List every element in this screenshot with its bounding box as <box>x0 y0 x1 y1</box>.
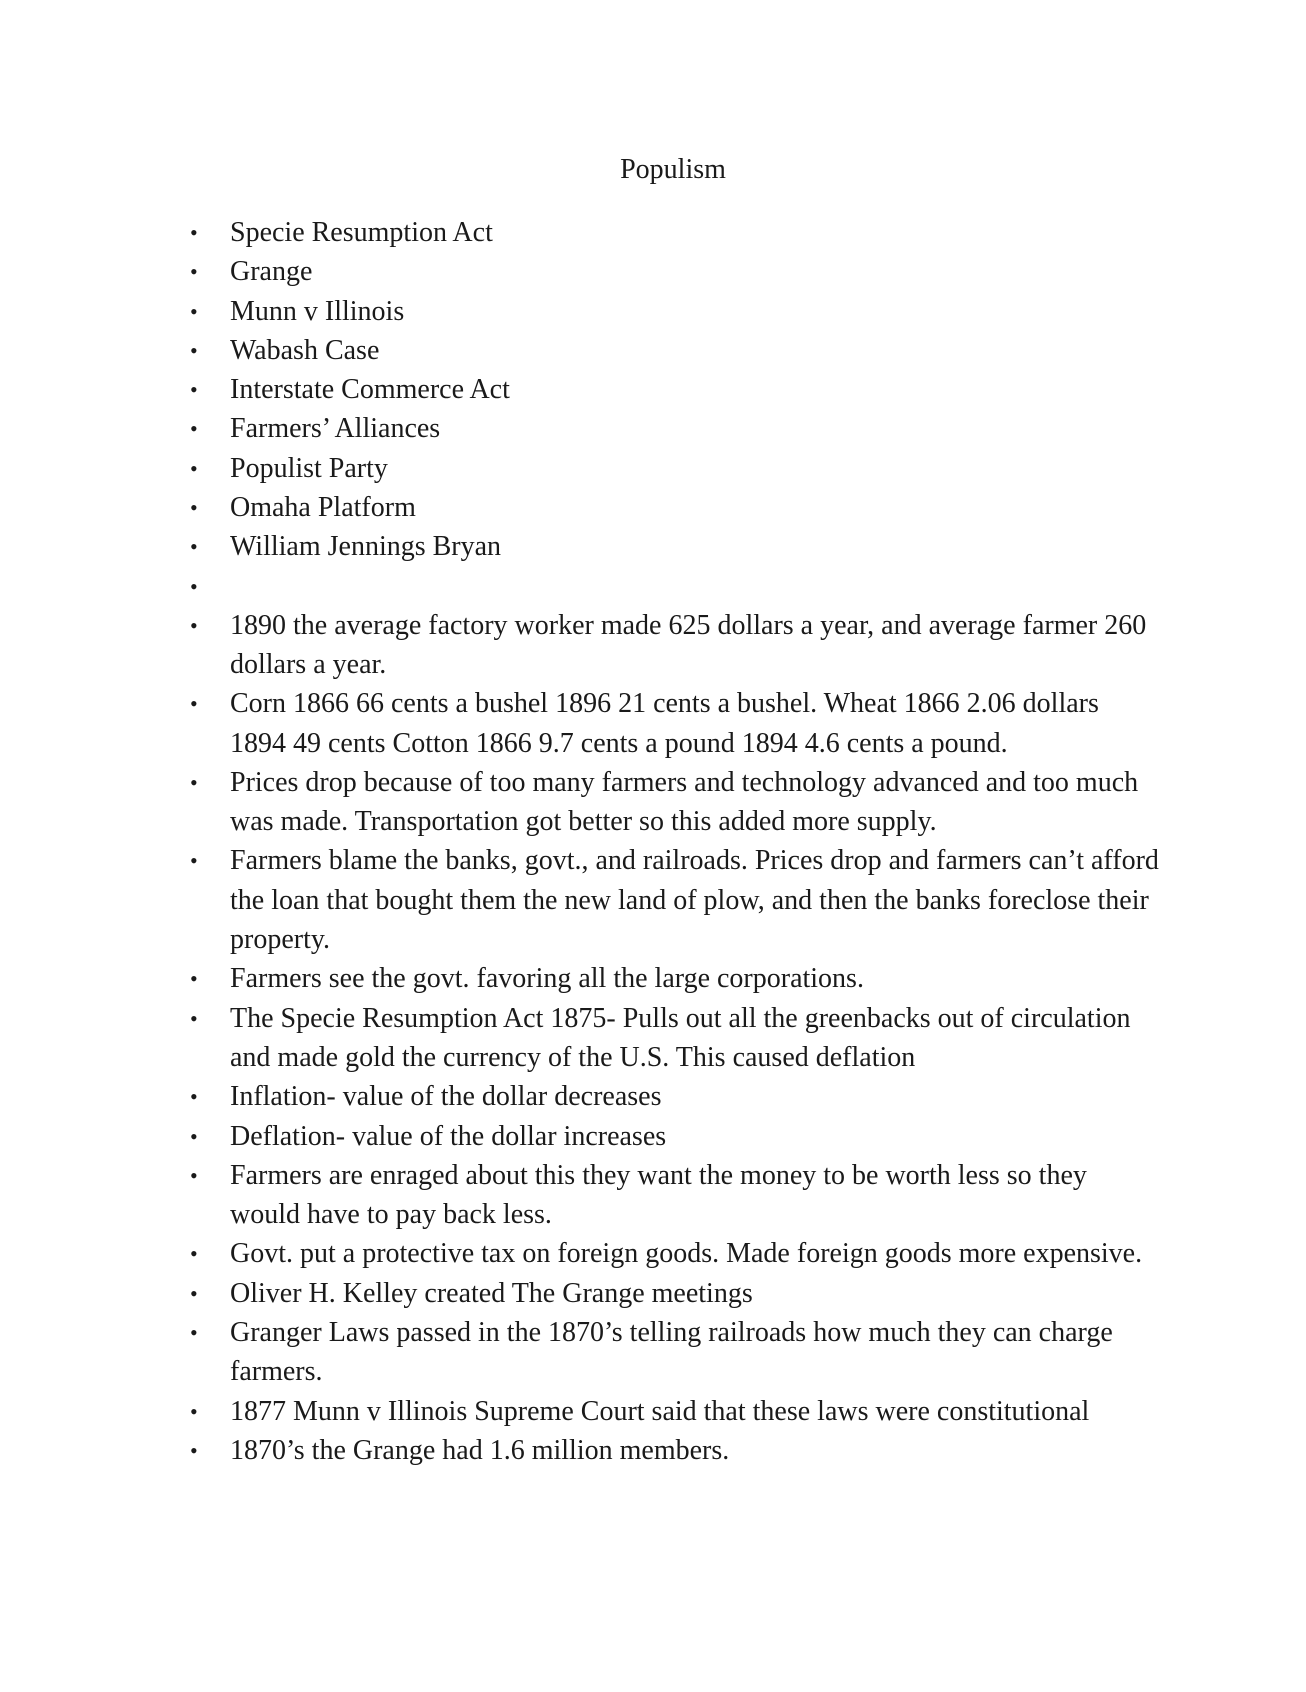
list-item-text: Granger Laws passed in the 1870’s telling railroads how much they can charge farmers. <box>230 1317 1113 1388</box>
list-item-text: Deflation- value of the dollar increases <box>230 1120 667 1152</box>
list-item-text: Omaha Platform <box>230 492 416 524</box>
list-item <box>190 1234 1160 1273</box>
list-item <box>190 1117 1160 1156</box>
list-item <box>190 959 1160 998</box>
bullet-icon: • <box>190 1084 198 1110</box>
bullet-icon: • <box>190 966 198 992</box>
list-item <box>190 1274 1160 1313</box>
list-item <box>190 409 1160 448</box>
list-item <box>190 684 1160 763</box>
bullet-icon: • <box>190 220 198 245</box>
list-item <box>190 370 1160 409</box>
document-title: Populism <box>620 154 726 185</box>
bullet-icon: • <box>190 1005 198 1031</box>
bullet-icon: • <box>190 377 198 403</box>
list-item <box>190 567 1160 606</box>
list-item-text: Specie Resumption Act <box>230 217 493 248</box>
list-item-text: Wabash Case <box>230 334 380 366</box>
bullet-icon: • <box>190 259 198 285</box>
bullet-icon: • <box>190 691 198 717</box>
list-item-text: The Specie Resumption Act 1875- Pulls out all the greenbacks out of circulation and made gold the currency of the U.S. This caused deflation <box>230 1002 1131 1073</box>
list-item <box>190 999 1160 1078</box>
list-item-text: 1877 Munn v Illinois Supreme Court said that these laws were constitutional <box>230 1395 1090 1427</box>
list-item-text: Govt. put a protective tax on foreign goods. Made foreign goods more expensive. <box>230 1238 1143 1270</box>
list-item-text: Farmers see the govt. favoring all the large corporations. <box>230 963 864 995</box>
bullet-icon: • <box>190 455 198 481</box>
list-item-text <box>230 567 1160 606</box>
bullet-icon: • <box>190 1320 198 1346</box>
list-item-text: 1870’s the Grange had 1.6 million members. <box>230 1434 730 1466</box>
list-item <box>190 1392 1160 1431</box>
list-item <box>190 292 1160 331</box>
bullet-icon: • <box>190 1280 198 1306</box>
bullet-icon: • <box>190 573 198 599</box>
list-item <box>190 252 1160 291</box>
list-item-text: Prices drop because of too many farmers and technology advanced and too much was made. Transportation got better so this added more supply. <box>230 766 1139 838</box>
list-item <box>190 331 1160 370</box>
list-item-text: Inflation- value of the dollar decreases <box>230 1081 662 1113</box>
list-item <box>190 763 1160 842</box>
list-item <box>190 488 1160 527</box>
list-item-text: Oliver H. Kelley created The Grange meetings <box>230 1277 753 1309</box>
list-item-text: Interstate Commerce Act <box>230 374 510 406</box>
list-item-text: Populist Party <box>230 452 388 484</box>
bullet-icon: • <box>190 769 198 795</box>
bullet-icon: • <box>190 612 198 638</box>
list-item-text: Corn 1866 66 cents a bushel 1896 21 cents a bushel. Wheat 1866 2.06 dollars 1894 49 cents Cotton 1866 9.7 cents a pound 1894 4.6 cents a pound. <box>230 688 1099 759</box>
bullet-icon: • <box>190 337 198 363</box>
bullet-icon: • <box>190 1241 198 1267</box>
list-item <box>190 1077 1160 1116</box>
list-item <box>190 1431 1160 1470</box>
bullet-icon: • <box>190 298 198 324</box>
bullet-icon: • <box>190 848 198 874</box>
bullet-icon: • <box>190 495 198 521</box>
list-item-text: Grange <box>230 256 313 288</box>
list-item <box>190 213 1160 252</box>
list-item-text: Farmers are enraged about this they want the money to be worth less so they would have to pay back less. <box>230 1159 1087 1231</box>
list-item <box>190 527 1160 566</box>
list-item-text: Munn v Illinois <box>230 295 405 327</box>
list-item <box>190 841 1160 959</box>
list-item-text: William Jennings Bryan <box>230 531 502 563</box>
list-item-text: Farmers’ Alliances <box>230 413 441 445</box>
bullet-icon: • <box>190 534 198 560</box>
bullet-icon: • <box>190 1398 198 1424</box>
list-item <box>190 606 1160 685</box>
list-item <box>190 1313 1160 1392</box>
bullet-icon: • <box>190 1162 198 1188</box>
list-item <box>190 1156 1160 1235</box>
list-item <box>190 449 1160 488</box>
bullet-icon: • <box>190 1437 198 1463</box>
bullet-icon: • <box>190 1123 198 1149</box>
bullet-icon: • <box>190 416 198 442</box>
bullet-list <box>190 213 1160 1470</box>
list-item-text: 1890 the average factory worker made 625 dollars a year, and average farmer 260 dollars a year. <box>230 609 1147 680</box>
list-item-text: Farmers blame the banks, govt., and railroads. Prices drop and farmers can’t afford the loan that bought them the new land of plow, and then the banks foreclose their property. <box>230 845 1159 956</box>
